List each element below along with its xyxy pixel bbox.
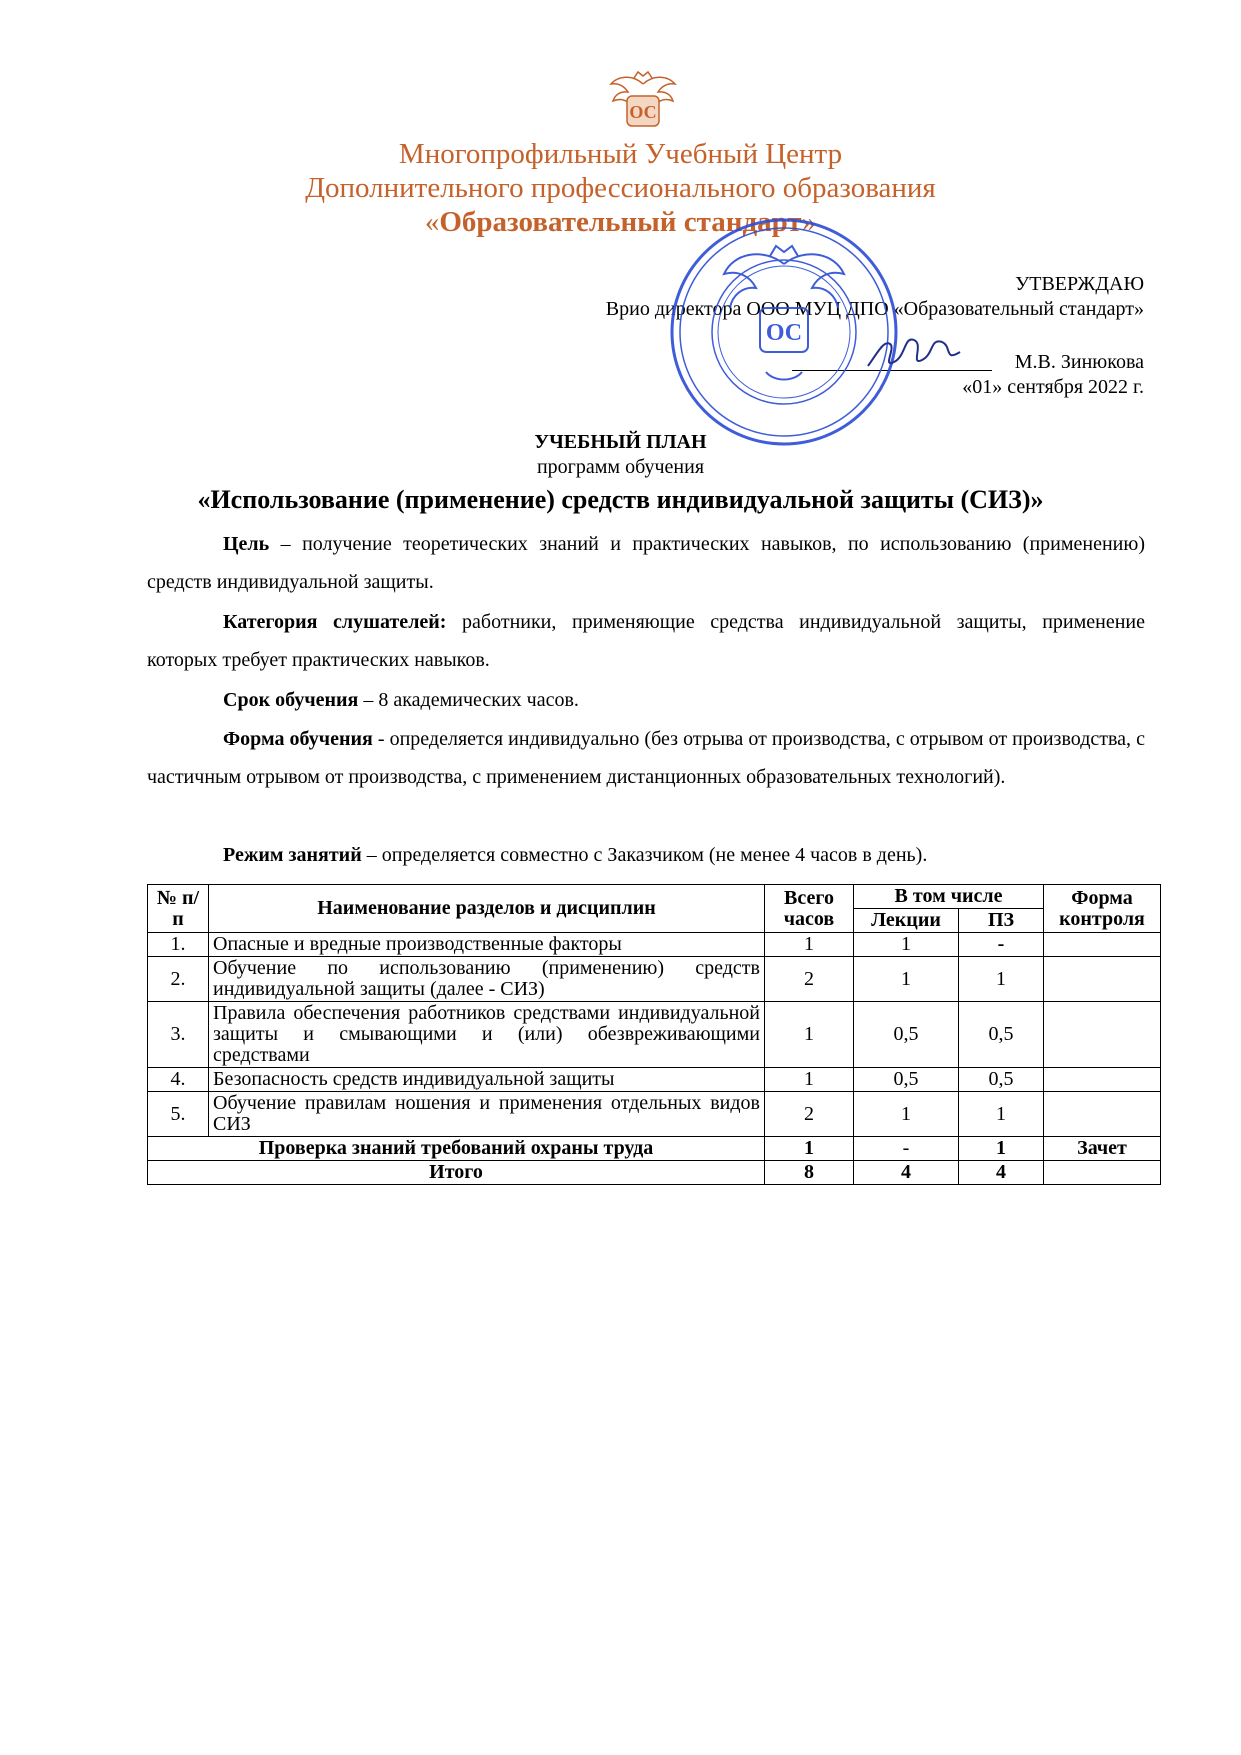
approval-title: УТВЕРЖДАЮ [1015,273,1144,295]
table-row [148,1002,1161,1068]
row-total: 1 [765,1002,854,1068]
total-name: Итого [148,1161,765,1185]
svg-text:ОС: ОС [629,102,657,122]
term-paragraph: Срок обучения – 8 академических часов. [223,689,579,711]
row-lectures: 0,5 [854,1068,959,1092]
row-lectures: 1 [854,1092,959,1137]
row-num: 3. [148,1002,209,1068]
row-lectures: 0,5 [854,1002,959,1068]
table-row [148,1092,1161,1137]
row-control [1044,933,1161,957]
eagle-logo-icon [608,70,678,132]
row-total: 2 [765,957,854,1002]
row-pz: 0,5 [959,1068,1044,1092]
row-name: Обучение правилам ношения и применения отдельных видов СИЗ [209,1092,765,1137]
header-total: Всего часов [765,885,854,933]
header-lectures: Лекции [854,909,959,933]
program-name: «Использование (применение) средств индивидуальной защиты (СИЗ)» [197,485,1044,514]
total-lectures: 4 [854,1161,959,1185]
total-hours: 8 [765,1161,854,1185]
org-name-line3: «Образовательный стандарт» [424,206,817,238]
row-control [1044,1092,1161,1137]
check-control: Зачет [1044,1137,1161,1161]
row-control [1044,957,1161,1002]
header-num: № п/п [148,885,209,933]
approval-position: Врио директора ООО МУЦ ДПО «Образовательный стандарт» [605,298,1144,320]
header-pz: ПЗ [959,909,1044,933]
row-total: 1 [765,1068,854,1092]
check-total: 1 [765,1137,854,1161]
row-pz: 0,5 [959,1002,1044,1068]
table-row [148,1068,1161,1092]
header-control: Форма контроля [1044,885,1161,933]
org-brand-name: Образовательный стандарт [439,206,802,238]
row-name: Опасные и вредные производственные факторы [209,933,765,957]
table-row [148,957,1161,1002]
row-control [1044,1002,1161,1068]
goal-paragraph: Цель – получение теоретических знаний и практических навыков, по использованию (применению) средств индивидуальной защиты. [147,533,1145,593]
row-name: Правила обеспечения работников средствами индивидуальной защиты и смывающими и (или) обезвреживающими средствами [209,1002,765,1068]
form-paragraph: Форма обучения - определяется индивидуально (без отрыва от производства, с отрывом от производства, с частичным отрывом от производства, с применением дистанционных образовательных технологий). [147,728,1145,788]
row-num: 2. [148,957,209,1002]
row-control [1044,1068,1161,1092]
approval-name: М.В. Зинюкова [1014,351,1144,373]
check-name: Проверка знаний требований охраны труда [148,1137,765,1161]
svg-text:ОС: ОС [765,320,803,346]
plan-subtitle: программ обучения [536,456,705,478]
approval-date: «01» сентября 2022 г. [962,376,1144,398]
row-name: Обучение по использованию (применению) средств индивидуальной защиты (далее - СИЗ) [209,957,765,1002]
total-pz: 4 [959,1161,1044,1185]
row-num: 5. [148,1092,209,1137]
row-pz: 1 [959,957,1044,1002]
row-pz: 1 [959,1092,1044,1137]
signature-icon [860,322,970,382]
row-num: 1. [148,933,209,957]
row-num: 4. [148,1068,209,1092]
check-lectures: - [854,1137,959,1161]
table-row [148,933,1161,957]
row-total: 2 [765,1092,854,1137]
org-name-line2: Дополнительного профессионального образования [305,172,936,204]
plan-title: УЧЕБНЫЙ ПЛАН [534,431,707,453]
mode-paragraph: Режим занятий – определяется совместно с Заказчиком (не менее 4 часов в день). [223,844,928,866]
curriculum-table [147,884,1161,1185]
check-row [148,1137,1161,1161]
row-pz: - [959,933,1044,957]
org-name-line1: Многопрофильный Учебный Центр [398,138,843,170]
total-row [148,1161,1161,1185]
row-name: Безопасность средств индивидуальной защиты [209,1068,765,1092]
check-pz: 1 [959,1137,1044,1161]
row-lectures: 1 [854,933,959,957]
header-including: В том числе [854,885,1044,909]
row-total: 1 [765,933,854,957]
row-lectures: 1 [854,957,959,1002]
header-name: Наименование разделов и дисциплин [209,885,765,933]
total-control [1044,1161,1161,1185]
category-paragraph: Категория слушателей: работники, применяющие средства индивидуальной защиты, применение которых требует практических навыков. [147,611,1146,671]
